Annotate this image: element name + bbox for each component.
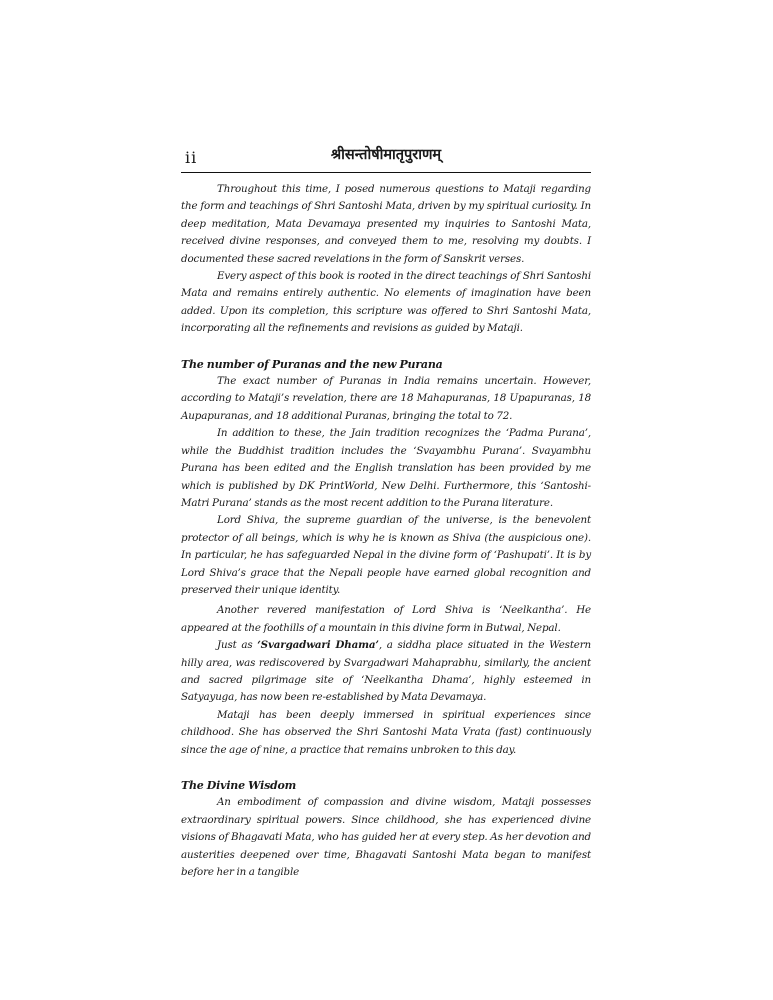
paragraph-5-rest: , a siddha place situated in the Western hilly area, was rediscovered by Svargadwari Mahaprabhu, similarly, the ancient and sacred pilgrimage site of ‘Neelkantha Dhama’, highly esteemed in Satyayuga, has now been re-established by Mata Devamaya. [181,639,592,704]
paragraph-5-prefix: Just as [217,639,258,652]
svargadwari-dhama-term: ‘Svargadwari Dhama’ [257,639,379,652]
puranas-paragraph-6: Mataji has been deeply immersed in spiritual experiences since childhood. She has observed the Shri Santoshi Mata Vrata (fast) continuously since the age of nine, a practice that remains unbroken to this day. [181,708,591,756]
section-heading-puranas: The number of Puranas and the new Purana [181,357,443,371]
puranas-paragraph-4: Another revered manifestation of Lord Shiva is ‘Neelkantha’. He appeared at the foothills of a mountain in this divine form in Butwal, Nepal. [181,604,591,634]
intro-paragraph-1: Throughout this time, I posed numerous questions to Mataji regarding the form and teachings of Shri Santoshi Mata, driven by my spiritual curiosity. In deep meditation, Mata Devamaya presented my inquiries to Santoshi Mata, received divine responses, and conveyed them to me, resolving my doubts. I documented these sacred revelations in the form of Sanskrit verses. [181,183,591,265]
divine-wisdom-paragraph-1: An embodiment of compassion and divine wisdom, Mataji possesses extraordinary spiritual powers. Since childhood, she has experienced divine visions of Bhagavati Mata, who has guided her at every step. As her devotion and austerities deepened over time, Bhagavati Santoshi Mata began to manifest before her in a tangible [181,796,591,879]
running-title: श्रीसन्तोषीमातृपुराणम् [330,147,442,163]
section-heading-divine-wisdom: The Divine Wisdom [181,779,297,792]
puranas-paragraph-5 [181,637,591,707]
page-header [181,142,591,173]
puranas-paragraph-3: Lord Shiva, the supreme guardian of the universe, is the benevolent protector of all beings, which is why he is known as Shiva (the auspicious one). In particular, he has safeguarded Nepal in the divine form of ‘Pashupati’. It is by Lord Shiva’s grace that the Nepali people have earned global recognition and preserved their unique identity. [181,514,591,596]
puranas-paragraph-2: In addition to these, the Jain tradition recognizes the ‘Padma Purana’, while the Buddhist tradition includes the ‘Svayambhu Purana’. Svayambhu Purana has been edited and the English translation has been provided by me which is published by DK PrintWorld, New Delhi. Furthermore, this ‘Santoshi-Matri Purana’ stands as the most recent addition to the Purana literature. [181,427,591,509]
intro-paragraph-2: Every aspect of this book is rooted in the direct teachings of Shri Santoshi Mata and remains entirely authentic. No elements of imagination have been added. Upon its completion, this scripture was offered to Shri Santoshi Mata, incorporating all the refinements and revisions as guided by Mataji. [181,270,591,335]
page-number: ii [185,148,198,167]
puranas-paragraph-1: The exact number of Puranas in India remains uncertain. However, according to Mataji’s revelation, there are 18 Mahapuranas, 18 Upapuranas, 18 Aupapuranas, and 18 additional Puranas, bringing the total to 72. [181,375,591,422]
book-page [181,142,591,881]
page-body [181,181,591,881]
